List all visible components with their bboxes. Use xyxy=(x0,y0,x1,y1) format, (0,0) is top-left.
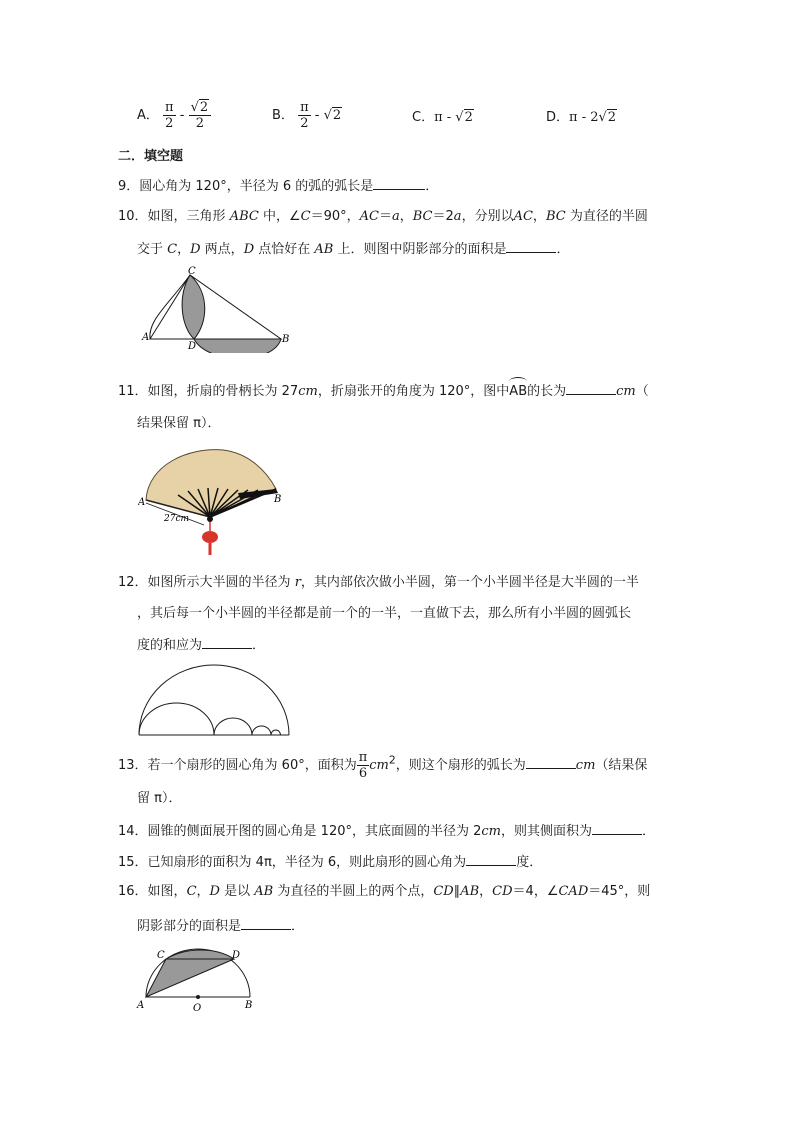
question-number: 10． xyxy=(118,209,148,224)
question-13-line-2: 留 π）． xyxy=(137,791,182,806)
label-c: C xyxy=(157,950,165,961)
text: ，折扇张开的角度为 120°，图中 xyxy=(317,384,510,399)
question-16-line-2 xyxy=(137,915,304,937)
shaded-segment xyxy=(166,950,234,959)
label-a: A xyxy=(137,1000,145,1011)
fraction xyxy=(189,100,212,131)
answer-blank[interactable] xyxy=(592,820,642,835)
small-semicircle-1 xyxy=(139,703,214,735)
text: 两点， xyxy=(200,242,244,257)
numerator: √2 xyxy=(189,100,212,116)
text: ，分别以 xyxy=(461,209,514,224)
text: ， xyxy=(399,209,413,224)
question-15 xyxy=(118,851,542,873)
text: 上．则图中阴影部分的面积是 xyxy=(333,242,507,257)
question-10-line-1 xyxy=(118,207,648,227)
question-9 xyxy=(118,175,438,197)
question-14 xyxy=(118,820,655,842)
square-root: √2 xyxy=(598,110,617,125)
answer-blank[interactable] xyxy=(466,851,516,866)
minus-sign: - xyxy=(179,108,185,123)
text: 如图， xyxy=(147,884,187,899)
question-number: 13． xyxy=(118,758,148,773)
question-end: ． xyxy=(252,638,266,653)
math-var: C xyxy=(300,209,311,224)
option-letter: D． xyxy=(546,110,570,125)
math-var: D xyxy=(243,242,255,257)
question-end: 度． xyxy=(516,855,543,870)
text: 为直径的半圆 xyxy=(565,209,648,224)
text: 阴影部分的面积是 xyxy=(137,919,242,934)
option-letter: A． xyxy=(137,108,159,123)
label-c: C xyxy=(188,266,196,277)
math-var: AB xyxy=(314,242,334,257)
numerator: π xyxy=(300,100,309,115)
semicircles-figure xyxy=(138,663,290,737)
question-number: 16． xyxy=(118,884,148,899)
option-a xyxy=(137,100,211,136)
text: 若一个扇形的圆心角为 60°，面积为 xyxy=(147,758,357,773)
text: 点恰好在 xyxy=(254,242,315,257)
question-10-line-2 xyxy=(137,238,570,260)
text: 为直径的半圆上的两个点， xyxy=(273,884,434,899)
unit: cm xyxy=(298,384,318,399)
math-var: AC xyxy=(513,209,533,224)
question-number: 15． xyxy=(118,855,148,870)
arc-label: AB xyxy=(509,384,528,399)
text: 是以 xyxy=(219,884,255,899)
answer-blank[interactable] xyxy=(506,238,556,253)
question-number: 12． xyxy=(118,575,148,590)
text: ＝ xyxy=(378,209,392,224)
question-number: 11． xyxy=(118,384,148,399)
label-b: B xyxy=(282,334,290,345)
question-12-line-2: ，其后每一个小半圆的半径都是前一个的一半，一直做下去，那么所有小半圆的圆弧长 xyxy=(137,606,632,621)
radicand: 2 xyxy=(332,108,342,123)
answer-blank[interactable] xyxy=(241,915,291,930)
question-11-line-1 xyxy=(118,380,649,402)
tassel-knot xyxy=(202,531,218,543)
minus-sign: - xyxy=(314,108,320,123)
radicand: 2 xyxy=(464,110,473,125)
answer-blank[interactable] xyxy=(202,634,252,649)
question-number: 14． xyxy=(118,824,148,839)
math-var: BC xyxy=(412,209,433,224)
question-text: 圆心角为 120°，半径为 6 的弧的弧长是 xyxy=(139,179,374,194)
math-var: AB xyxy=(460,884,480,899)
shaded-lens xyxy=(182,275,205,339)
unit: cm xyxy=(575,758,596,773)
numerator: π xyxy=(358,750,368,765)
label-o: O xyxy=(193,1003,202,1014)
label-a: A xyxy=(142,332,150,343)
denominator: 2 xyxy=(165,116,174,131)
unit: cm xyxy=(369,758,389,773)
option-expression: π - xyxy=(434,110,456,125)
text: 如图，折扇的骨柄长为 27 xyxy=(147,384,299,399)
option-letter: C． xyxy=(412,110,435,125)
answer-blank[interactable] xyxy=(373,175,425,190)
fan-paper xyxy=(146,450,276,517)
semicircle-chord-figure xyxy=(136,945,260,1017)
math-var: CD xyxy=(433,884,454,899)
question-11-line-2: 结果保留 π）． xyxy=(137,416,221,431)
math-var: AC xyxy=(359,209,379,224)
text: 已知扇形的面积为 4π，半径为 6，则此扇形的圆心角为 xyxy=(147,855,467,870)
numerator: π xyxy=(165,100,174,115)
question-end: ． xyxy=(425,179,439,194)
small-semicircle-2 xyxy=(214,718,252,735)
math-var: a xyxy=(453,209,462,224)
text: ∥ xyxy=(453,884,461,899)
square-root: √2 xyxy=(455,110,473,125)
math-var: D xyxy=(190,242,201,257)
label-a: A xyxy=(138,497,146,508)
small-semicircle-4 xyxy=(271,730,281,735)
text: 度的和应为 xyxy=(137,638,203,653)
question-12-line-3 xyxy=(137,634,265,656)
folding-fan-figure xyxy=(138,445,288,560)
label-d: D xyxy=(188,341,197,352)
option-d xyxy=(546,100,617,136)
text: ， xyxy=(196,884,210,899)
large-semicircle xyxy=(139,665,289,735)
unit: cm xyxy=(481,824,502,839)
math-var: BC xyxy=(545,209,566,224)
fraction xyxy=(357,750,370,781)
center-o xyxy=(196,995,200,999)
label-b: B xyxy=(245,1000,253,1011)
label-b: B xyxy=(274,494,282,505)
question-number: 9． xyxy=(118,179,140,194)
text: （ xyxy=(635,384,649,399)
triangle-abc xyxy=(150,275,281,339)
text: ，其内部依次做小半圆，第一个小半圆半径是大半圆的一半 xyxy=(300,575,639,590)
denominator: 2 xyxy=(195,116,204,131)
math-var: C xyxy=(186,884,197,899)
math-var: a xyxy=(391,209,400,224)
section-title: 二．填空题 xyxy=(118,149,184,164)
exponent: 2 xyxy=(388,753,396,767)
math-var: r xyxy=(294,575,301,590)
question-16-line-1 xyxy=(118,882,650,902)
math-var: CD xyxy=(492,884,513,899)
arc-ab xyxy=(509,382,527,402)
question-end: ． xyxy=(291,919,305,934)
option-letter: B． xyxy=(272,108,294,123)
text: ，则其侧面积为 xyxy=(501,824,593,839)
triangle-semicircles-figure xyxy=(138,265,293,353)
answer-blank[interactable] xyxy=(566,380,616,395)
text: 如图所示大半圆的半径为 xyxy=(147,575,295,590)
denominator: 2 xyxy=(300,116,309,131)
denominator: 6 xyxy=(358,766,368,781)
question-13-line-1 xyxy=(118,750,647,781)
text: ，则这个扇形的弧长为 xyxy=(395,758,526,773)
text: ， xyxy=(177,242,191,257)
question-end: ． xyxy=(642,824,656,839)
option-c xyxy=(412,100,474,136)
option-b xyxy=(272,100,342,136)
math-var: CAD xyxy=(558,884,589,899)
question-end: ． xyxy=(556,242,570,257)
text: 如图，三角形 xyxy=(147,209,230,224)
text: 中，∠ xyxy=(258,209,301,224)
square-root: √2 xyxy=(323,108,342,123)
text: （结果保 xyxy=(595,758,648,773)
text: ＝90°， xyxy=(310,209,360,224)
text: ， xyxy=(532,209,546,224)
unit: cm xyxy=(616,384,636,399)
arc-mark xyxy=(509,377,527,386)
text: ， xyxy=(479,884,493,899)
text: 交于 xyxy=(137,242,168,257)
label-d: D xyxy=(232,950,241,961)
fraction xyxy=(163,100,176,131)
radicand: 2 xyxy=(607,110,617,125)
answer-blank[interactable] xyxy=(526,754,576,769)
math-var: ABC xyxy=(229,209,259,224)
text: ＝4，∠ xyxy=(512,884,559,899)
text: ＝45°，则 xyxy=(588,884,651,899)
shaded-semicircle xyxy=(194,339,281,353)
question-12-line-1 xyxy=(118,573,639,593)
math-var: C xyxy=(167,242,178,257)
math-var: D xyxy=(209,884,220,899)
option-expression: π - 2 xyxy=(569,110,599,125)
text: 圆锥的侧面展开图的圆心角是 120°，其底面圆的半径为 2 xyxy=(147,824,482,839)
small-semicircle-3 xyxy=(252,726,271,735)
fraction xyxy=(298,100,311,131)
text: ＝2 xyxy=(432,209,454,224)
label-length: 27cm xyxy=(164,514,190,524)
text: 的长为 xyxy=(527,384,567,399)
fan-pivot xyxy=(207,516,213,522)
radicand: 2 xyxy=(199,100,209,115)
math-var: AB xyxy=(254,884,274,899)
